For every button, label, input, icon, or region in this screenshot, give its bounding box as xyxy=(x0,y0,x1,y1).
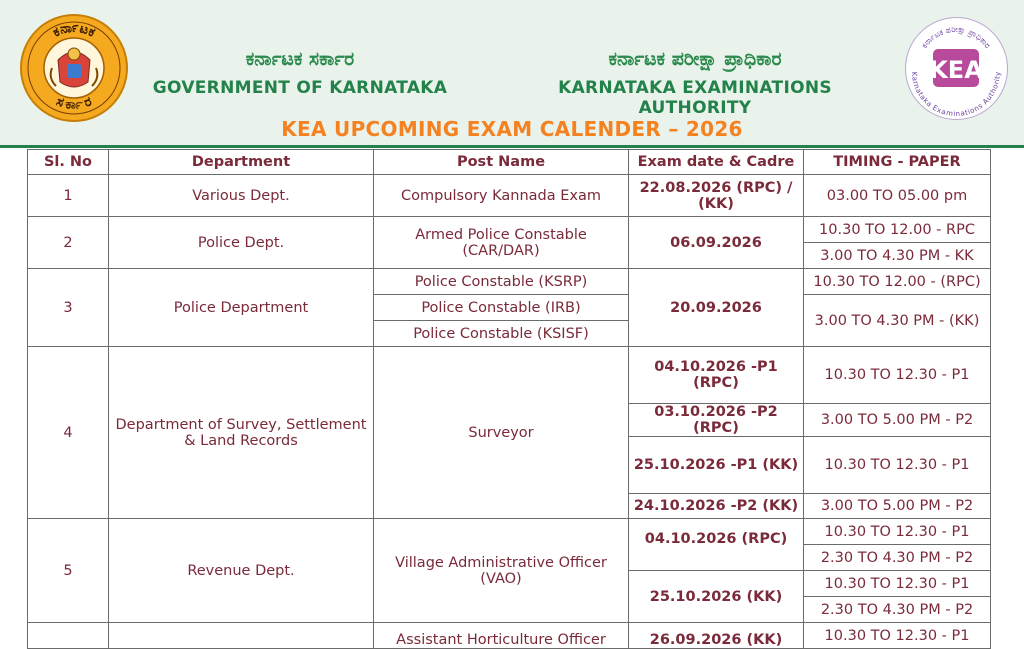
timing-cell: 3.00 TO 5.00 PM - P2 xyxy=(804,494,991,519)
sl-no-cell: 1 xyxy=(28,175,109,217)
exam-date-cell: 26.09.2026 (KK) xyxy=(629,623,804,649)
exam-date-cell: 20.09.2026 xyxy=(629,269,804,347)
logo-ring-top: ಕರ್ನಾಟಕ ಪರೀಕ್ಷಾ ಪ್ರಾಧಿಕಾರ xyxy=(919,24,993,50)
department-cell: Department of Survey, Settlement & Land Records xyxy=(109,347,374,519)
table-row xyxy=(28,269,991,295)
authority-english: KARNATAKA EXAMINATIONS AUTHORITY xyxy=(558,78,832,118)
sl-no-cell: 2 xyxy=(28,217,109,269)
department-cell: Police Dept. xyxy=(109,217,374,269)
post-name-cell: Police Constable (IRB) xyxy=(374,295,629,321)
sl-no-cell: 4 xyxy=(28,347,109,519)
table-row xyxy=(28,175,991,217)
timing-cell: 10.30 TO 12.30 - P1 xyxy=(804,623,991,649)
government-english: GOVERNMENT OF KARNATAKA xyxy=(152,78,448,98)
post-name-cell: Assistant Horticulture Officer xyxy=(374,623,629,649)
exam-date-cell: 25.10.2026 (KK) xyxy=(629,571,804,623)
logo-ring-bottom: Karnataka Examinations Authority xyxy=(909,71,1003,119)
timing-cell: 10.30 TO 12.00 - (RPC) xyxy=(804,269,991,295)
table-row xyxy=(28,519,991,545)
timing-cell: 10.30 TO 12.00 - RPC xyxy=(804,217,991,243)
table-row xyxy=(28,347,991,404)
post-name-cell: Village Administrative Officer (VAO) xyxy=(374,519,629,623)
col-header-sl-no: Sl. No xyxy=(28,150,109,175)
government-kannada: ಕರ್ನಾಟಕ ಸರ್ಕಾರ xyxy=(245,48,355,70)
emblem-ring-top: ಕರ್ನಾಟಕ xyxy=(50,20,98,41)
kea-logo-icon xyxy=(905,17,1008,120)
sl-no-cell: 3 xyxy=(28,269,109,347)
exam-date-cell: 03.10.2026 -P2 (RPC) xyxy=(629,404,804,437)
authority-kannada: ಕರ್ನಾಟಕ ಪರೀಕ್ಷಾ ಪ್ರಾಧಿಕಾರ xyxy=(608,48,782,70)
timing-cell: 3.00 TO 4.30 PM - KK xyxy=(804,243,991,269)
logo-text: KEA xyxy=(929,56,983,84)
post-name-cell: Armed Police Constable (CAR/DAR) xyxy=(374,217,629,269)
department-cell: Revenue Dept. xyxy=(109,519,374,623)
timing-cell: 2.30 TO 4.30 PM - P2 xyxy=(804,597,991,623)
col-header-timing: TIMING - PAPER xyxy=(804,150,991,175)
table-row xyxy=(28,217,991,243)
department-cell xyxy=(109,623,374,649)
page-header xyxy=(0,0,1024,148)
page-title: KEA UPCOMING EXAM CALENDER – 2026 xyxy=(281,117,743,141)
exam-date-cell: 22.08.2026 (RPC) / (KK) xyxy=(629,175,804,217)
timing-cell: 10.30 TO 12.30 - P1 xyxy=(804,347,991,404)
svg-text:ಕರ್ನಾಟಕ ಪರೀಕ್ಷಾ ಪ್ರಾಧಿಕಾರ xyxy=(920,25,992,50)
emblem-ring-bottom: ಸರ್ಕಾರ xyxy=(54,94,94,113)
post-name-cell: Surveyor xyxy=(374,347,629,519)
timing-cell: 3.00 TO 5.00 PM - P2 xyxy=(804,404,991,437)
karnataka-emblem-icon xyxy=(20,14,128,122)
timing-cell: 2.30 TO 4.30 PM - P2 xyxy=(804,545,991,571)
exam-date-cell: 04.10.2026 (RPC) xyxy=(629,519,804,571)
exam-date-cell: 25.10.2026 -P1 (KK) xyxy=(629,437,804,494)
col-header-department: Department xyxy=(109,150,374,175)
exam-date-cell: 06.09.2026 xyxy=(629,217,804,269)
sl-no-cell xyxy=(28,623,109,649)
sl-no-cell: 5 xyxy=(28,519,109,623)
exam-calendar-table xyxy=(27,149,991,649)
department-cell: Various Dept. xyxy=(109,175,374,217)
table-header-row xyxy=(28,150,991,175)
timing-cell: 3.00 TO 4.30 PM - (KK) xyxy=(804,295,991,347)
table-row xyxy=(28,623,991,649)
timing-cell: 10.30 TO 12.30 - P1 xyxy=(804,519,991,545)
timing-cell: 03.00 TO 05.00 pm xyxy=(804,175,991,217)
government-title xyxy=(150,48,450,98)
col-header-exam-date: Exam date & Cadre xyxy=(629,150,804,175)
exam-date-cell: 04.10.2026 -P1 (RPC) xyxy=(629,347,804,404)
post-name-cell: Police Constable (KSRP) xyxy=(374,269,629,295)
timing-cell: 10.30 TO 12.30 - P1 xyxy=(804,437,991,494)
post-name-cell: Compulsory Kannada Exam xyxy=(374,175,629,217)
timing-cell: 10.30 TO 12.30 - P1 xyxy=(804,571,991,597)
exam-date-cell: 24.10.2026 -P2 (KK) xyxy=(629,494,804,519)
post-name-cell: Police Constable (KSISF) xyxy=(374,321,629,347)
col-header-post-name: Post Name xyxy=(374,150,629,175)
department-cell: Police Department xyxy=(109,269,374,347)
authority-title xyxy=(500,48,890,118)
